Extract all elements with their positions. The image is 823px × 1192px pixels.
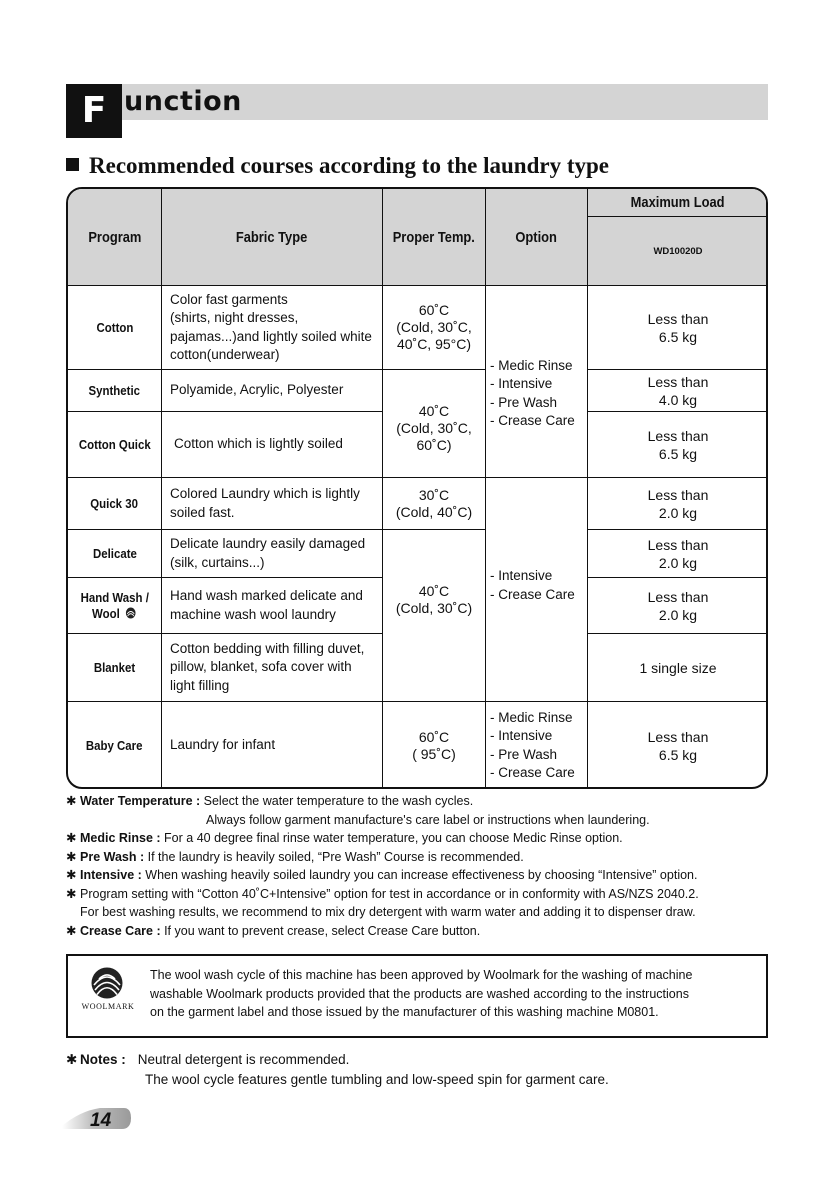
header-fabric-type: Fabric Type <box>236 228 308 246</box>
fabric-baby-care: Laundry for infant <box>170 737 276 753</box>
load-hand-wash-wool: Less than 2.0 kg <box>647 588 709 623</box>
asterisk-icon: ✱ <box>66 1052 78 1067</box>
note-medic-rinse: ✱ Medic Rinse : For a 40 degree final rinse water temperature, you can choose Medic Rinse option. <box>66 829 806 848</box>
option-baby-care: - Medic Rinse - Intensive - Pre Wash - Crease Care <box>490 709 575 780</box>
program-wool-line: Wool <box>92 606 136 622</box>
fabric-blanket: Cotton bedding with filling duvet, pillow, blanket, sofa cover with light filling <box>170 640 365 693</box>
program-cotton: Cotton <box>96 319 133 335</box>
notes-line-2: The wool cycle features gentle tumbling and low-speed spin for garment care. <box>145 1072 609 1087</box>
fabric-delicate: Delicate laundry easily damaged (silk, curtains...) <box>170 536 366 570</box>
asterisk-icon: ✱ <box>66 831 77 845</box>
temp-cotton: 60˚C (Cold, 30˚C, 40˚C, 95°C) <box>396 302 472 352</box>
woolmark-text: The wool wash cycle of this machine has been approved by Woolmark for the washing of machine washable Woolmark products provided that the products are washed according to the instructions on the garment label and those issued by the manufacturer of this washing machine M0801. <box>150 968 693 1019</box>
section-heading-text: Recommended courses according to the laundry type <box>89 153 610 178</box>
square-bullet-icon <box>66 158 79 171</box>
header-proper-temp: Proper Temp. <box>392 228 476 246</box>
header-option: Option <box>515 228 558 246</box>
asterisk-icon: ✱ <box>66 849 77 864</box>
laundry-course-table <box>66 187 768 789</box>
asterisk-icon: ✱ <box>66 923 77 938</box>
program-quick-30: Quick 30 <box>90 495 139 511</box>
fabric-cotton: Color fast garments (shirts, night dresses, pajamas...)and lightly soiled white cotton(underwear) <box>170 291 372 362</box>
note-intensive: ✱ Intensive : When washing heavily soiled laundry you can increase effectiveness by choosing “Intensive” option. <box>66 866 806 885</box>
note-water-temperature-cont: Always follow garment manufacture's care label or instructions when laundering. <box>206 812 650 827</box>
program-blanket: Blanket <box>93 659 136 675</box>
woolmark-icon <box>126 607 137 619</box>
asterisk-icon: ✱ <box>66 868 77 882</box>
footnotes <box>66 792 806 940</box>
note-program-setting-cont: For best washing results, we recommend to mix dry detergent with warm water and adding it to dispenser draw. <box>80 905 696 919</box>
temp-group-2: 40˚C (Cold, 30˚C) <box>395 582 473 616</box>
woolmark-label: WOOLMARK <box>81 1002 135 1011</box>
load-quick-30: Less than 2.0 kg <box>647 486 709 521</box>
header-maximum-load: Maximum Load <box>631 194 725 211</box>
load-cotton: Less than 6.5 kg <box>647 310 709 345</box>
page-number-badge <box>62 1105 132 1131</box>
temp-baby-care: 60˚C ( 95˚C) <box>412 728 456 762</box>
fabric-cotton-quick: Cotton which is lightly soiled <box>174 436 343 452</box>
note-crease-care: ✱ Crease Care : If you want to prevent crease, select Crease Care button. <box>66 922 806 941</box>
fabric-quick-30: Colored Laundry which is lightly soiled fast. <box>170 486 360 520</box>
load-blanket: 1 single size <box>639 659 717 676</box>
asterisk-icon: ✱ <box>66 794 77 808</box>
note-water-temperature: ✱ Water Temperature : Select the water temperature to the wash cycles. <box>66 792 806 811</box>
load-synthetic: Less than 4.0 kg <box>647 373 709 408</box>
load-cotton-quick: Less than 6.5 kg <box>647 427 709 462</box>
header-letter-box: F <box>66 84 122 138</box>
note-program-setting: ✱ Program setting with “Cotton 40˚C+Intensive” option for test in accordance or in conformity with AS/NZS 2040.2. <box>66 885 806 904</box>
notes-line-1: ✱ Notes : Neutral detergent is recommended. <box>66 1050 609 1070</box>
page-title: unction <box>124 86 242 117</box>
fabric-hand-wash-wool: Hand wash marked delicate and machine wash wool laundry <box>170 588 363 622</box>
program-baby-care: Baby Care <box>86 737 143 753</box>
header-model: WD10020D <box>653 245 703 257</box>
option-group-1: - Medic Rinse - Intensive - Pre Wash - Crease Care <box>490 357 575 428</box>
asterisk-icon: ✱ <box>66 886 77 901</box>
option-group-2: - Intensive - Crease Care <box>490 568 575 602</box>
fabric-synthetic: Polyamide, Acrylic, Polyester <box>170 382 344 398</box>
program-cotton-quick: Cotton Quick <box>78 436 151 452</box>
program-synthetic: Synthetic <box>88 382 141 398</box>
program-hand-wash-wool: Hand Wash / Wool <box>80 589 149 621</box>
page-number: 14 <box>90 1110 112 1131</box>
temp-quick-30: 30˚C (Cold, 40˚C) <box>395 486 473 520</box>
woolmark-logo-icon <box>90 966 126 1000</box>
section-heading <box>66 152 609 180</box>
note-pre-wash: ✱ Pre Wash : If the laundry is heavily soiled, “Pre Wash” Course is recommended. <box>66 848 806 867</box>
load-baby-care: Less than 6.5 kg <box>647 728 709 763</box>
header-program: Program <box>87 228 142 246</box>
bottom-notes <box>66 1050 609 1090</box>
temp-synthetic-cotton-quick: 40˚C (Cold, 30˚C, 60˚C) <box>396 403 472 453</box>
program-delicate: Delicate <box>92 545 137 561</box>
load-delicate: Less than 2.0 kg <box>647 536 709 571</box>
